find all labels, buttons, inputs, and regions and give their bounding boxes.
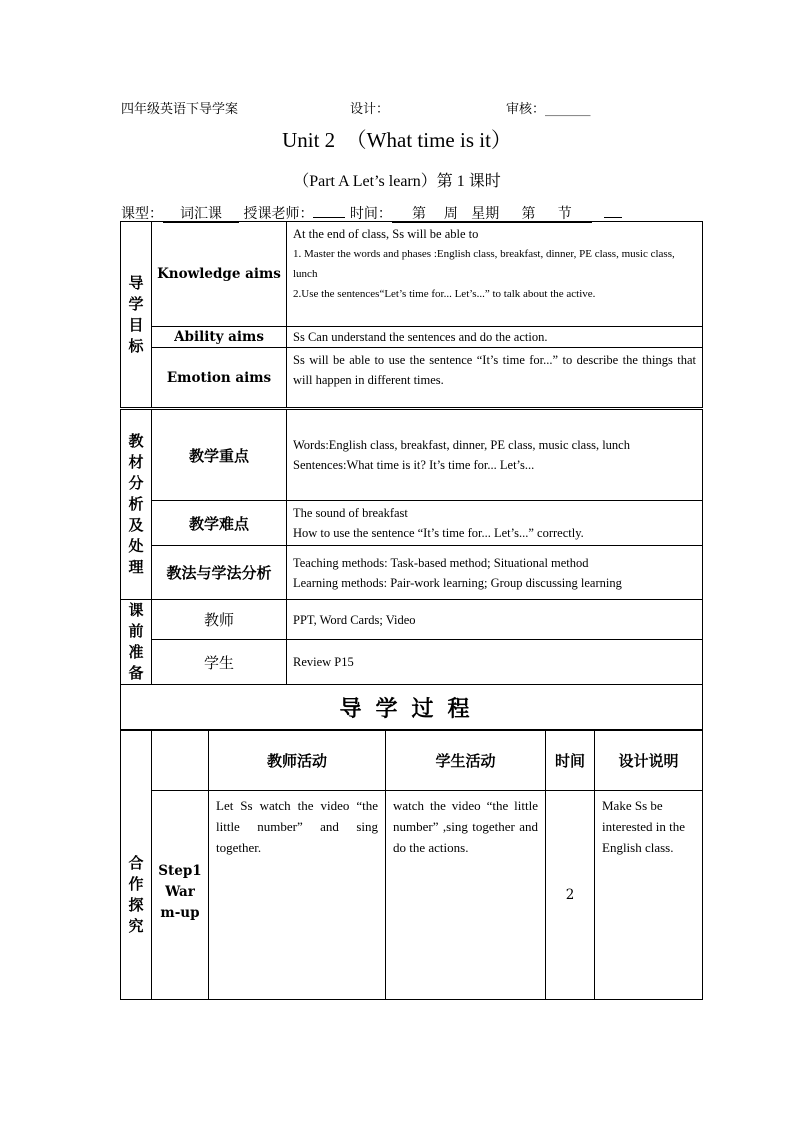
col-design: 设计说明 — [595, 730, 703, 791]
aims-section-label: 导 学 目 标 — [121, 222, 152, 408]
empty-header-cell — [152, 730, 209, 791]
period-prefix: 第 — [521, 206, 536, 222]
extra-blank — [604, 217, 622, 218]
emotion-aims-text: Ss will be able to use the sentence “It’s time for...” to describe the things that will happen in different times. — [287, 348, 703, 408]
analysis-table — [120, 409, 703, 731]
design-text: Make Ss be interested in the English class. — [595, 791, 703, 1000]
teacher-label: 授课老师： — [243, 206, 314, 222]
course-type-label: 课型： — [121, 206, 163, 222]
lesson-subtitle: （Part A Let’s learn）第 1 课时 — [293, 173, 501, 190]
ability-aims-label: Ability aims — [152, 327, 287, 348]
process-title: 导学过程 — [121, 685, 703, 731]
step-label-line-3: m-up — [160, 905, 200, 921]
process-table — [120, 729, 703, 1000]
methods-text — [287, 546, 703, 600]
student-activity-text: watch the video “the little number” ,sing together and do the actions. — [386, 791, 546, 1000]
col-teacher-activity: 教师活动 — [209, 730, 386, 791]
knowledge-text-2: 1. Master the words and phases :English class, breakfast, dinner, PE class, music class, lunch — [293, 248, 675, 280]
knowledge-aims-label: Knowledge aims — [152, 222, 287, 327]
week-prefix: 第 — [412, 206, 427, 222]
design-label: 设计： — [350, 102, 390, 117]
key-points-text — [287, 410, 703, 501]
week-suffix: 周 — [443, 206, 458, 222]
analysis-section-label: 教 材 分 析 及 处 理 — [121, 410, 152, 600]
review-label: 审核： — [506, 102, 546, 117]
emotion-aims-label: Emotion aims — [152, 348, 287, 408]
step-label-line-2: War — [165, 884, 195, 900]
col-student-activity: 学生活动 — [386, 730, 546, 791]
col-time: 时间 — [546, 730, 595, 791]
knowledge-text-3: 2.Use the sentences“Let’s time for... Let’s...” to talk about the active. — [293, 288, 596, 300]
review-value: _______ — [545, 102, 591, 117]
difficult-points-text — [287, 501, 703, 546]
grade-title: 四年级英语下导学案 — [121, 102, 239, 117]
review-field — [506, 98, 591, 117]
course-info — [121, 203, 622, 223]
teacher-activity-text: Let Ss watch the video “the little number” and sing together. — [209, 791, 386, 1000]
method-text-1: Teaching methods: Task-based method; Situational method — [293, 555, 589, 570]
unit-title: Unit 2 （What time is it） — [282, 128, 512, 152]
process-section-label: 合 作 探 究 — [121, 730, 152, 1000]
ability-aims-text: Ss Can understand the sentences and do the action. — [287, 327, 703, 348]
student-prep-text: Review P15 — [287, 640, 703, 685]
difficult-text-1: The sound of breakfast — [293, 506, 408, 520]
knowledge-text-1: At the end of class, Ss will be able to — [293, 227, 479, 241]
period-suffix: 节 — [557, 206, 572, 222]
difficult-text-2: How to use the sentence “It’s time for... Let’s...” correctly. — [293, 526, 584, 540]
teacher-prep-label: 教师 — [152, 600, 287, 640]
methods-label: 教法与学法分析 — [152, 546, 287, 600]
difficult-points-label: 教学难点 — [152, 501, 287, 546]
course-type-value: 词汇课 — [163, 206, 239, 223]
time-label: 时间： — [349, 206, 392, 222]
student-prep-label: 学生 — [152, 640, 287, 685]
key-text-1: Words:English class, breakfast, dinner, PE class, music class, lunch — [293, 438, 630, 452]
weekday: 星期 — [471, 206, 500, 222]
key-text-2: Sentences:What time is it? It’s time for... Let’s... — [293, 458, 535, 472]
teacher-blank — [313, 217, 345, 218]
teacher-prep-text: PPT, Word Cards; Video — [287, 600, 703, 640]
preparation-section-label: 课 前 准 备 — [121, 600, 152, 685]
step1-label — [152, 791, 209, 1000]
method-text-2: Learning methods: Pair-work learning; Group discussing learning — [293, 575, 622, 590]
time-value: 2 — [546, 791, 595, 1000]
key-points-label: 教学重点 — [152, 410, 287, 501]
aims-table — [120, 221, 703, 408]
knowledge-aims-text — [287, 222, 703, 327]
step-label-line-1: Step1 — [158, 863, 202, 879]
